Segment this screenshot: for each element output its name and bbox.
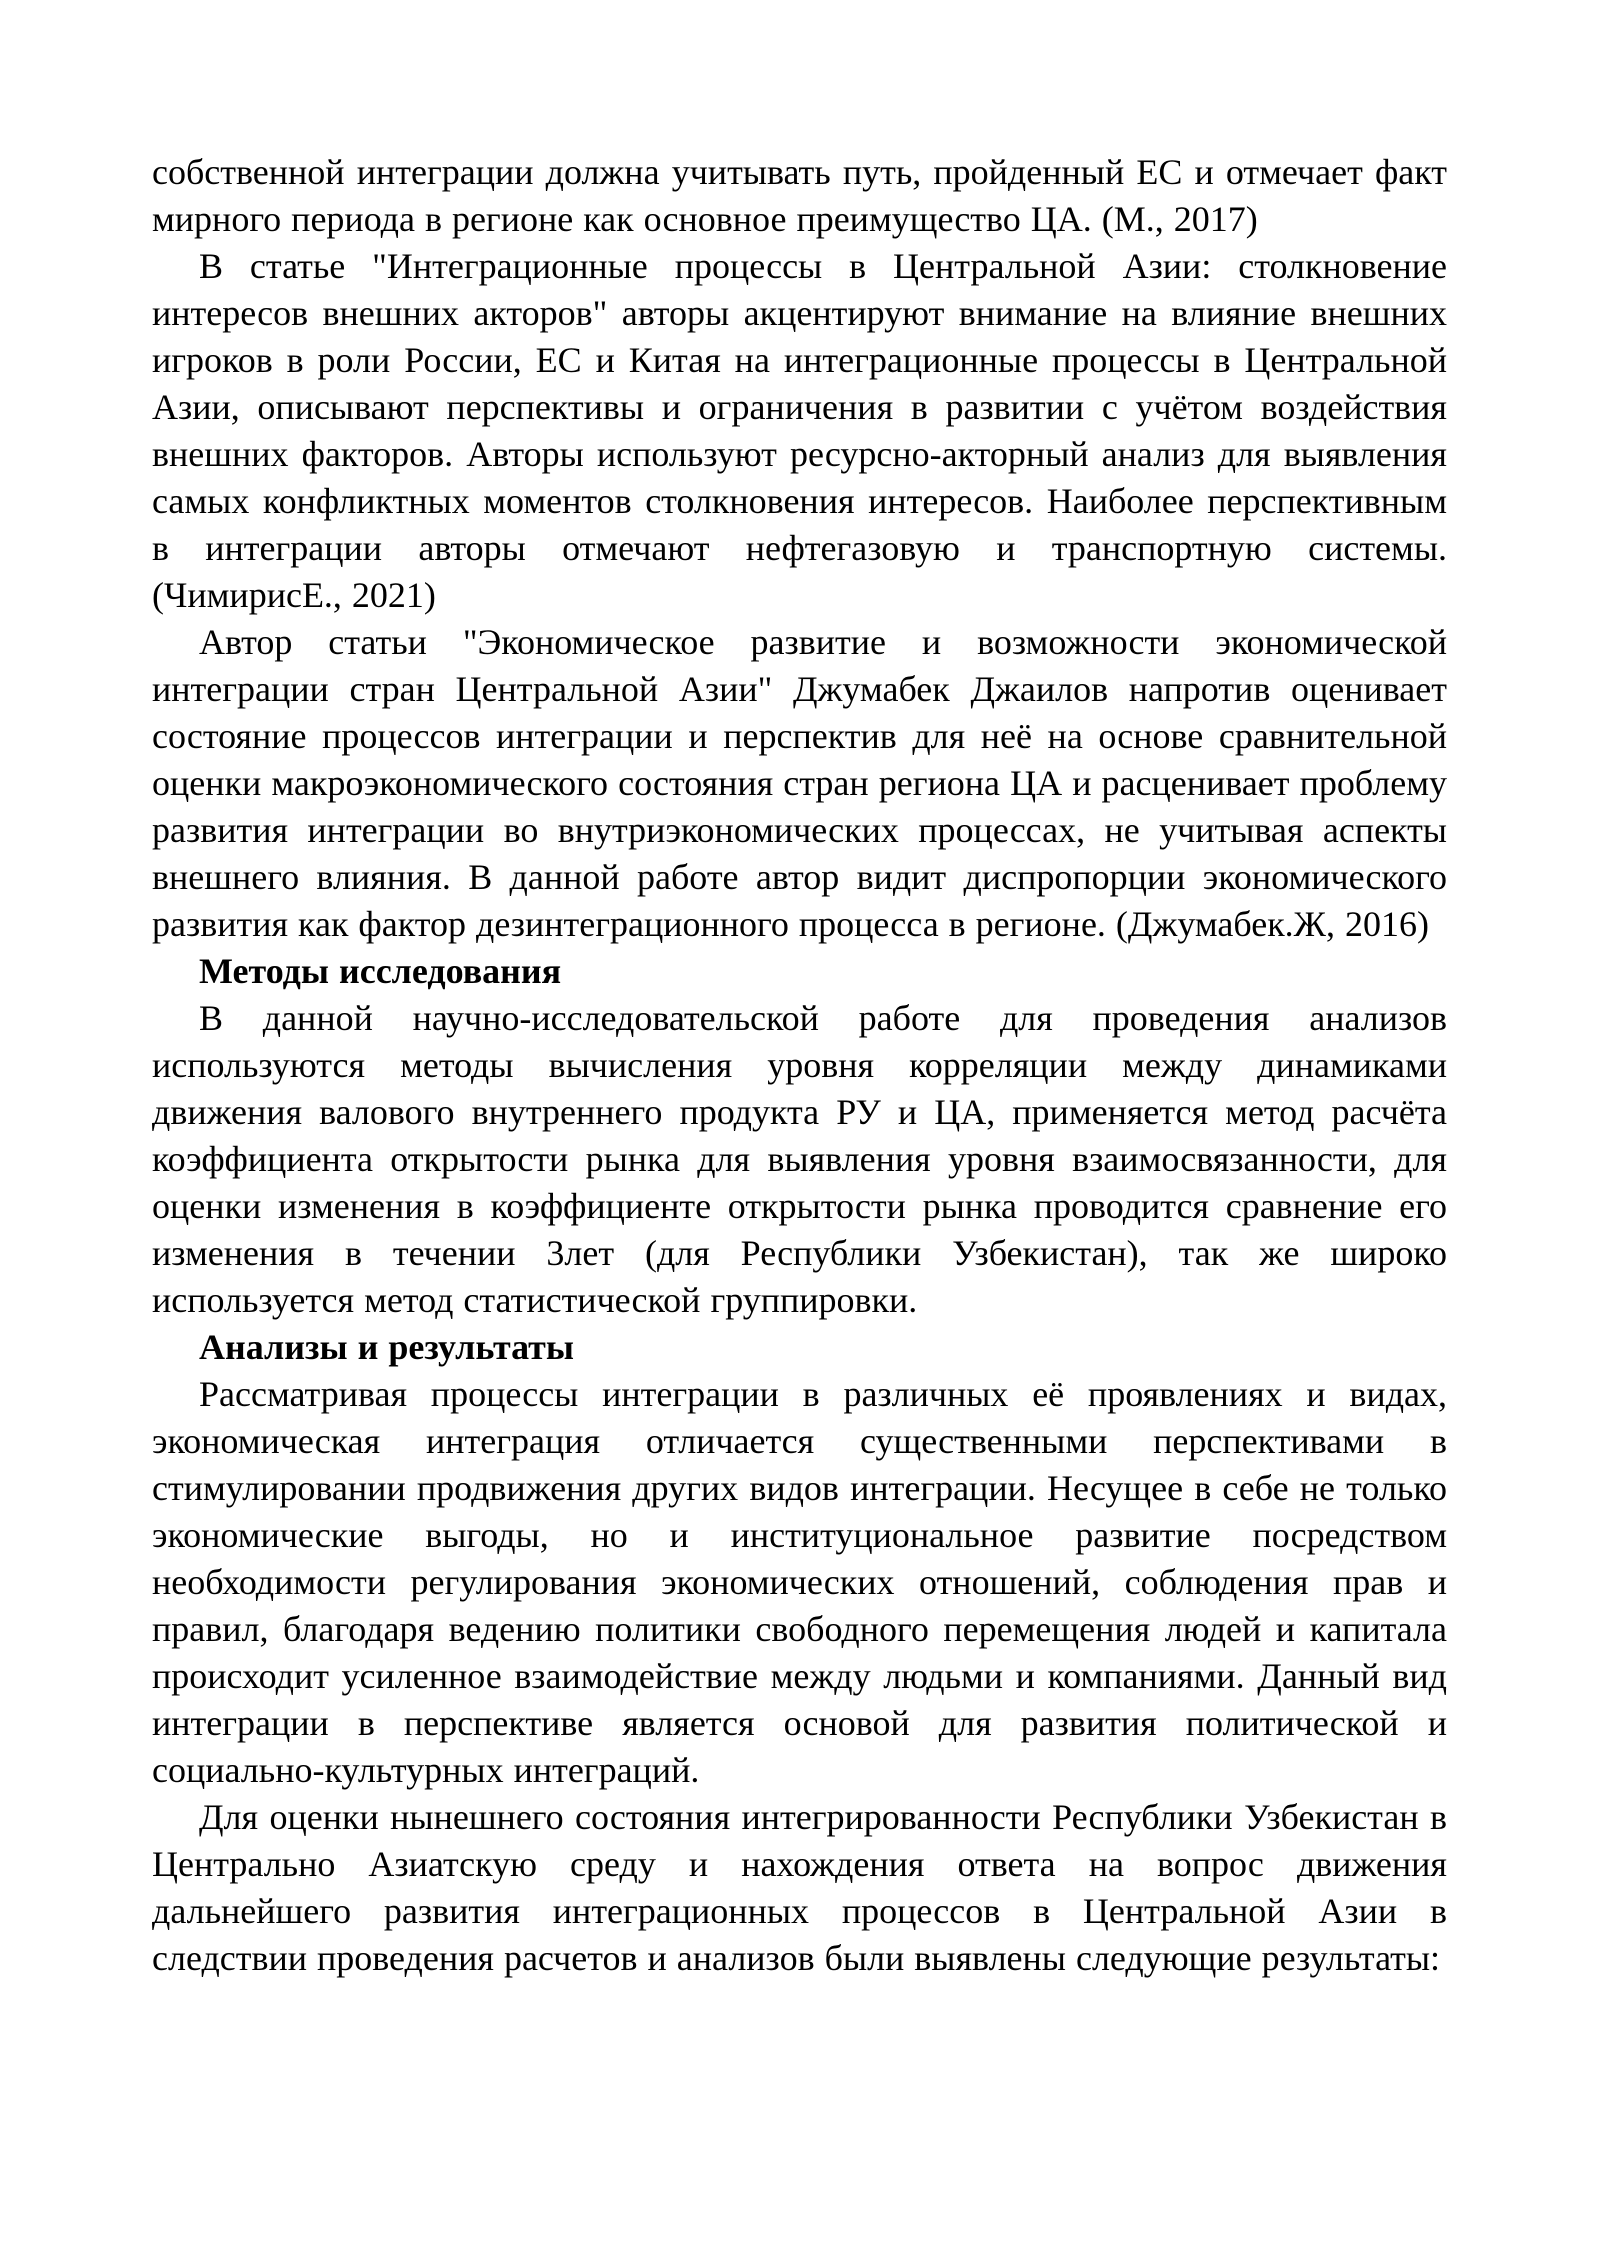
heading-analysis-results: Анализы и результаты — [199, 1327, 574, 1367]
paragraph-integration-benefits: Рассматривая процессы интеграции в различных её проявлениях и видах, экономическая интеграция отличается существенными перспективами в стимулировании продвижения других видов интеграции. Несущее в себе не только экономические выгоды, но и институциональное развитие посредством необходимости регулирования экономических отношений, соблюдения прав и правил, благодаря ведению политики свободного перемещения людей и капитала происходит усиленное взаимодействие между людьми и компаниями. Данный вид интеграции в перспективе является основой для развития политической и социально-культурных интеграций. — [152, 1374, 1447, 1790]
paragraph-methods-description: В данной научно-исследовательской работе для проведения анализов используются методы вычисления уровня корреляции между динамиками движения валового внутреннего продукта РУ и ЦА, применяется метод расчёта коэффициента открытости рынка для выявления уровня взаимосвязанности, для оценки изменения в коэффициенте открытости рынка проводится сравнение его изменения в течении 3лет (для Республики Узбекистан), так же широко используется метод статистической группировки. — [152, 998, 1447, 1320]
paragraph-article-integration-processes: В статье "Интеграционные процессы в Центральной Азии: столкновение интересов внешних акторов" авторы акцентируют внимание на влияние внешних игроков в роли России, ЕС и Китая на интеграционные процессы в Центральной Азии, описывают перспективы и ограничения в развитии с учётом воздействия внешних факторов. Авторы используют ресурсно-акторный анализ для выявления самых конфликтных моментов столкновения интересов. Наиболее перспективным в интеграции авторы отмечают нефтегазовую и транспортную системы. (ЧимирисЕ., 2021) — [152, 246, 1447, 615]
paragraph-intro-continuation: собственной интеграции должна учитывать путь, пройденный ЕС и отмечает факт мирного периода в регионе как основное преимущество ЦА. (М., 2017) — [152, 152, 1447, 239]
paragraph-assessment-results: Для оценки нынешнего состояния интегрированности Республики Узбекистан в Центрально Азиатскую среду и нахождения ответа на вопрос движения дальнейшего развития интеграционных процессов в Центральной Азии в следствии проведения расчетов и анализов были выявлены следующие результаты: — [152, 1797, 1447, 1978]
heading-research-methods: Методы исследования — [199, 951, 562, 991]
paragraph-article-economic-development: Автор статьи "Экономическое развитие и возможности экономической интеграции стран Центральной Азии" Джумабек Джаилов напротив оценивает состояние процессов интеграции и перспектив для неё на основе сравнительной оценки макроэкономического состояния стран региона ЦА и расценивает проблему развития интеграции во внутриэкономических процессах, не учитывая аспекты внешнего влияния. В данной работе автор видит диспропорции экономического развития как фактор дезинтеграционного процесса в регионе. (Джумабек.Ж, 2016) — [152, 622, 1447, 944]
